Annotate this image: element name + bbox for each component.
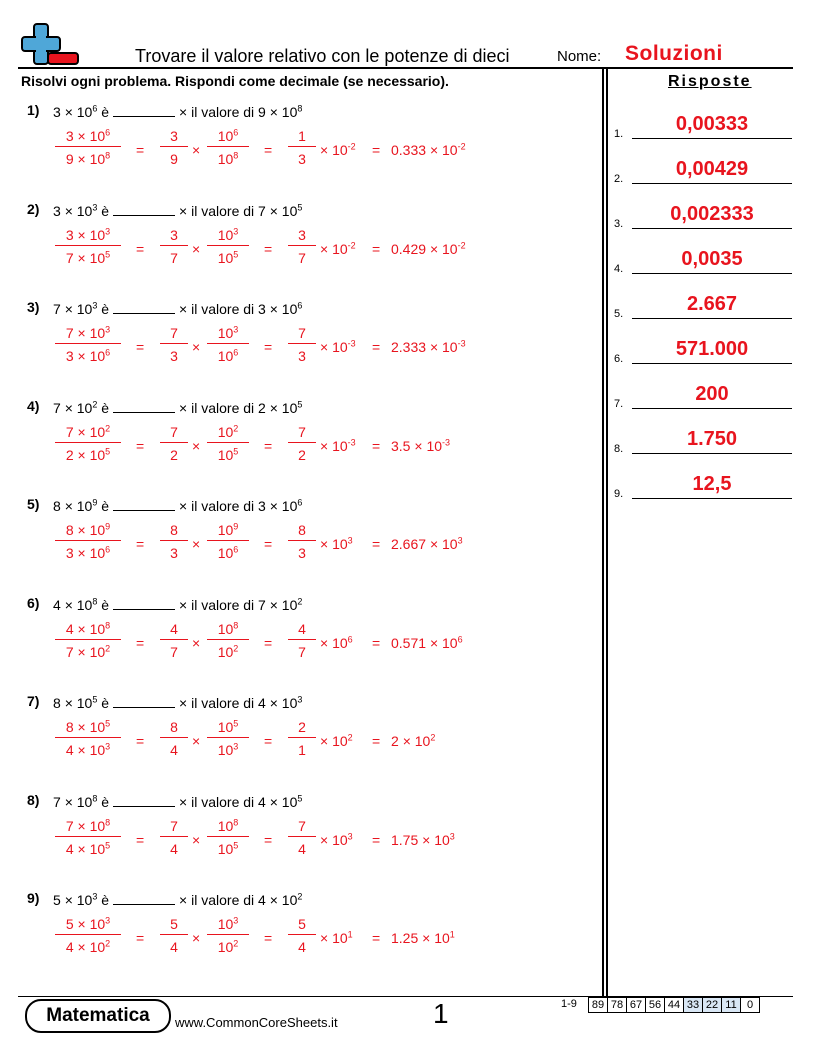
- answer-value: 0,002333: [670, 203, 754, 225]
- fraction-coefficients: 3 7: [160, 227, 188, 266]
- answer-blank: [113, 203, 175, 216]
- equals-sign: =: [264, 339, 273, 355]
- fraction-simplified: 7 2: [288, 424, 316, 463]
- answer-value: 1.750: [686, 428, 738, 450]
- times-sign: ×: [192, 142, 201, 158]
- name-value: Soluzioni: [625, 42, 723, 65]
- equals-sign: =: [264, 831, 273, 848]
- result-value: $2.667 \times 10^3$: [391, 535, 463, 552]
- problem-number: 1): [27, 102, 40, 118]
- fraction-original: $7 \times 10^3$ $3 \times 10^6$: [55, 325, 121, 364]
- page-title: Trovare il valore relativo con le potenze di dieci: [135, 46, 510, 66]
- problem: [0, 496, 600, 594]
- times-sign: ×: [192, 536, 201, 552]
- equals-sign: =: [372, 142, 381, 158]
- question-text: $3 \times 10^3$ è × il valore di $7 \times 10^5$: [53, 201, 303, 219]
- score-cell: 56: [646, 998, 665, 1013]
- answer-row: [614, 113, 792, 140]
- answer-blank: [113, 892, 175, 905]
- times-sign: ×: [192, 339, 201, 355]
- fraction-simplified: 7 4: [288, 818, 316, 857]
- score-cell: 44: [665, 998, 684, 1013]
- brand-badge: Matematica: [25, 999, 171, 1033]
- answer-row: [614, 338, 792, 365]
- problem: [0, 693, 600, 791]
- fraction-simplified: 3 7: [288, 227, 316, 266]
- question-text: $8 \times 10^9$ è × il valore di $3 \times 10^6$: [53, 497, 303, 514]
- question-text: $8 \times 10^5$ è × il valore di $4 \times 10^3$: [53, 694, 303, 711]
- fraction-coefficients: 7 3: [160, 325, 188, 364]
- answer-line: [632, 228, 792, 229]
- result-value: $2 \times 10^2$: [391, 732, 436, 749]
- answer-line: [632, 138, 792, 139]
- answer-line: [632, 498, 792, 499]
- answer-line: [632, 318, 792, 319]
- page-number: 1: [433, 998, 449, 1029]
- power-term: × $10^3$: [320, 830, 353, 848]
- answer-number: 1.: [614, 128, 624, 140]
- equals-sign: =: [136, 930, 145, 946]
- fraction-original: $7 \times 10^8$ $4 \times 10^5$: [55, 818, 121, 857]
- question-text: $5 \times 10^3$ è × il valore di $4 \times 10^2$: [53, 891, 303, 908]
- answer-row: [614, 158, 792, 185]
- fraction-powers: $10^3$ $10^2$: [207, 916, 249, 955]
- fraction-powers: $10^8$ $10^2$: [207, 621, 249, 660]
- equals-sign: =: [372, 536, 381, 552]
- equals-sign: =: [136, 536, 145, 552]
- power-term: × $10^{-2}$: [320, 239, 356, 257]
- result-value: $2.333 \times 10^{-3}$: [391, 338, 466, 355]
- equals-sign: =: [264, 733, 273, 749]
- equals-sign: =: [264, 437, 273, 454]
- question-text: $7 \times 10^2$ è × il valore di $2 \times 10^5$: [53, 398, 303, 416]
- answers-title: Risposte: [668, 73, 752, 90]
- power-term: × $10^{-3}$: [320, 436, 356, 454]
- fraction-original: $8 \times 10^9$ $3 \times 10^6$: [55, 522, 121, 561]
- answer-number: 7.: [614, 398, 624, 410]
- question-text: $3 \times 10^6$ è × il valore di $9 \times 10^8$: [53, 103, 303, 120]
- power-term: × $10^3$: [320, 535, 353, 552]
- equals-sign: =: [136, 240, 145, 257]
- problem-number: 2): [27, 200, 40, 217]
- score-cell: 0: [741, 998, 760, 1013]
- score-cell: 11: [722, 998, 741, 1013]
- answer-blank: [113, 301, 175, 314]
- answer-line: [632, 408, 792, 409]
- instructions: Risolvi ogni problema. Rispondi come decimale (se necessario).: [21, 73, 449, 89]
- power-term: × $10^1$: [320, 929, 353, 946]
- equals-sign: =: [264, 536, 273, 552]
- answer-value: 200: [695, 383, 729, 405]
- equals-sign: =: [372, 437, 381, 454]
- times-sign: ×: [192, 733, 201, 749]
- equals-sign: =: [136, 831, 145, 848]
- fraction-simplified: 5 4: [288, 916, 316, 955]
- fraction-original: $5 \times 10^3$ $4 \times 10^2$: [55, 916, 121, 955]
- problem-number: 6): [27, 594, 40, 611]
- problem-number: 4): [27, 397, 40, 414]
- logo-icon: [20, 22, 80, 68]
- fraction-simplified: 7 3: [288, 325, 316, 364]
- result-value: $1.25 \times 10^1$: [391, 929, 455, 946]
- times-sign: ×: [192, 930, 201, 946]
- score-cell: 22: [703, 998, 722, 1013]
- equals-sign: =: [264, 142, 273, 158]
- power-term: × $10^{-2}$: [320, 141, 356, 158]
- fraction-coefficients: 4 7: [160, 621, 188, 660]
- fraction-original: $3 \times 10^3$ $7 \times 10^5$: [55, 227, 121, 266]
- score-cell: 78: [608, 998, 627, 1013]
- answer-row: [614, 473, 792, 500]
- column-divider: [606, 69, 608, 996]
- answer-blank: [113, 104, 175, 117]
- times-sign: ×: [192, 437, 201, 454]
- score-cell: 89: [589, 998, 608, 1013]
- score-table: [588, 997, 760, 1013]
- problem-number: 9): [27, 890, 40, 906]
- fraction-coefficients: 7 4: [160, 818, 188, 857]
- answer-row: [614, 428, 792, 455]
- answer-blank: [113, 794, 175, 807]
- equals-sign: =: [264, 240, 273, 257]
- answer-line: [632, 273, 792, 274]
- answer-number: 3.: [614, 218, 624, 230]
- answer-number: 9.: [614, 488, 624, 500]
- name-label: Nome:: [557, 48, 602, 65]
- fraction-simplified: 8 3: [288, 522, 316, 561]
- column-divider: [602, 69, 604, 996]
- fraction-simplified: 2 1: [288, 719, 316, 758]
- equals-sign: =: [264, 930, 273, 946]
- answer-number: 5.: [614, 308, 624, 320]
- result-value: $0.333 \times 10^{-2}$: [391, 141, 466, 158]
- answer-blank: [113, 400, 175, 413]
- answer-blank: [113, 498, 175, 511]
- answer-number: 4.: [614, 263, 624, 275]
- fraction-coefficients: 8 3: [160, 522, 188, 561]
- answer-line: [632, 363, 792, 364]
- fraction-powers: $10^2$ $10^5$: [207, 424, 249, 463]
- equals-sign: =: [372, 634, 381, 651]
- problem: [0, 299, 600, 397]
- problem: [0, 595, 600, 693]
- equals-sign: =: [136, 142, 145, 158]
- result-value: $0.571 \times 10^6$: [391, 633, 463, 651]
- times-sign: ×: [192, 831, 201, 848]
- answer-value: 571.000: [675, 338, 749, 360]
- fraction-coefficients: 7 2: [160, 424, 188, 463]
- fraction-powers: $10^9$ $10^6$: [207, 522, 249, 561]
- header-rule: [18, 67, 793, 69]
- score-cell: 33: [684, 998, 703, 1013]
- answer-value: 0,00333: [675, 113, 749, 135]
- equals-sign: =: [136, 634, 145, 651]
- problem: [0, 398, 600, 496]
- answer-row: [614, 383, 792, 410]
- problem: [0, 890, 600, 988]
- fraction-simplified: 1 3: [288, 128, 316, 167]
- equals-sign: =: [372, 930, 381, 946]
- power-term: × $10^{-3}$: [320, 338, 356, 355]
- power-term: × $10^6$: [320, 633, 353, 651]
- fraction-original: $4 \times 10^8$ $7 \times 10^2$: [55, 621, 121, 660]
- fraction-original: $8 \times 10^5$ $4 \times 10^3$: [55, 719, 121, 758]
- fraction-coefficients: 5 4: [160, 916, 188, 955]
- problem: [0, 201, 600, 299]
- question-text: $4 \times 10^8$ è × il valore di $7 \times 10^2$: [53, 595, 303, 613]
- fraction-powers: $10^3$ $10^6$: [207, 325, 249, 364]
- problem-number: 8): [27, 791, 40, 808]
- equals-sign: =: [136, 733, 145, 749]
- answer-row: [614, 203, 792, 230]
- result-value: $1.75 \times 10^3$: [391, 830, 455, 848]
- fraction-powers: $10^3$ $10^5$: [207, 227, 249, 266]
- equals-sign: =: [372, 831, 381, 848]
- equals-sign: =: [372, 733, 381, 749]
- result-value: $0.429 \times 10^{-2}$: [391, 239, 466, 257]
- power-term: × $10^2$: [320, 732, 353, 749]
- question-text: $7 \times 10^3$ è × il valore di $3 \times 10^6$: [53, 300, 303, 317]
- fraction-powers: $10^6$ $10^8$: [207, 128, 249, 167]
- answer-line: [632, 453, 792, 454]
- answer-number: 8.: [614, 443, 624, 455]
- equals-sign: =: [264, 634, 273, 651]
- score-cell: 67: [627, 998, 646, 1013]
- answer-value: 0,0035: [681, 248, 743, 270]
- question-text: $7 \times 10^8$ è × il valore di $4 \times 10^5$: [53, 792, 303, 810]
- answer-blank: [113, 597, 175, 610]
- fraction-coefficients: 3 9: [160, 128, 188, 167]
- answer-row: [614, 293, 792, 320]
- problem: [0, 792, 600, 890]
- times-sign: ×: [192, 240, 201, 257]
- equals-sign: =: [372, 240, 381, 257]
- equals-sign: =: [372, 339, 381, 355]
- problem: [0, 102, 600, 200]
- problem-number: 7): [27, 693, 40, 709]
- answer-value: 12,5: [692, 473, 732, 495]
- answer-value: 0,00429: [675, 158, 749, 180]
- problem-number: 3): [27, 299, 40, 315]
- equals-sign: =: [136, 339, 145, 355]
- answer-blank: [113, 695, 175, 708]
- answer-row: [614, 248, 792, 275]
- times-sign: ×: [192, 634, 201, 651]
- fraction-original: $3 \times 10^6$ $9 \times 10^8$: [55, 128, 121, 167]
- fraction-coefficients: 8 4: [160, 719, 188, 758]
- fraction-simplified: 4 7: [288, 621, 316, 660]
- answer-value: 2.667: [686, 293, 738, 315]
- fraction-powers: $10^5$ $10^3$: [207, 719, 249, 758]
- fraction-original: $7 \times 10^2$ $2 \times 10^5$: [55, 424, 121, 463]
- answer-number: 2.: [614, 173, 624, 185]
- equals-sign: =: [136, 437, 145, 454]
- score-range: 1-9: [561, 998, 577, 1010]
- result-value: $3.5 \times 10^{-3}$: [391, 436, 451, 454]
- answer-number: 6.: [614, 353, 624, 365]
- problem-number: 5): [27, 496, 40, 512]
- answer-line: [632, 183, 792, 184]
- fraction-powers: $10^8$ $10^5$: [207, 818, 249, 857]
- site-url: www.CommonCoreSheets.it: [175, 1015, 338, 1030]
